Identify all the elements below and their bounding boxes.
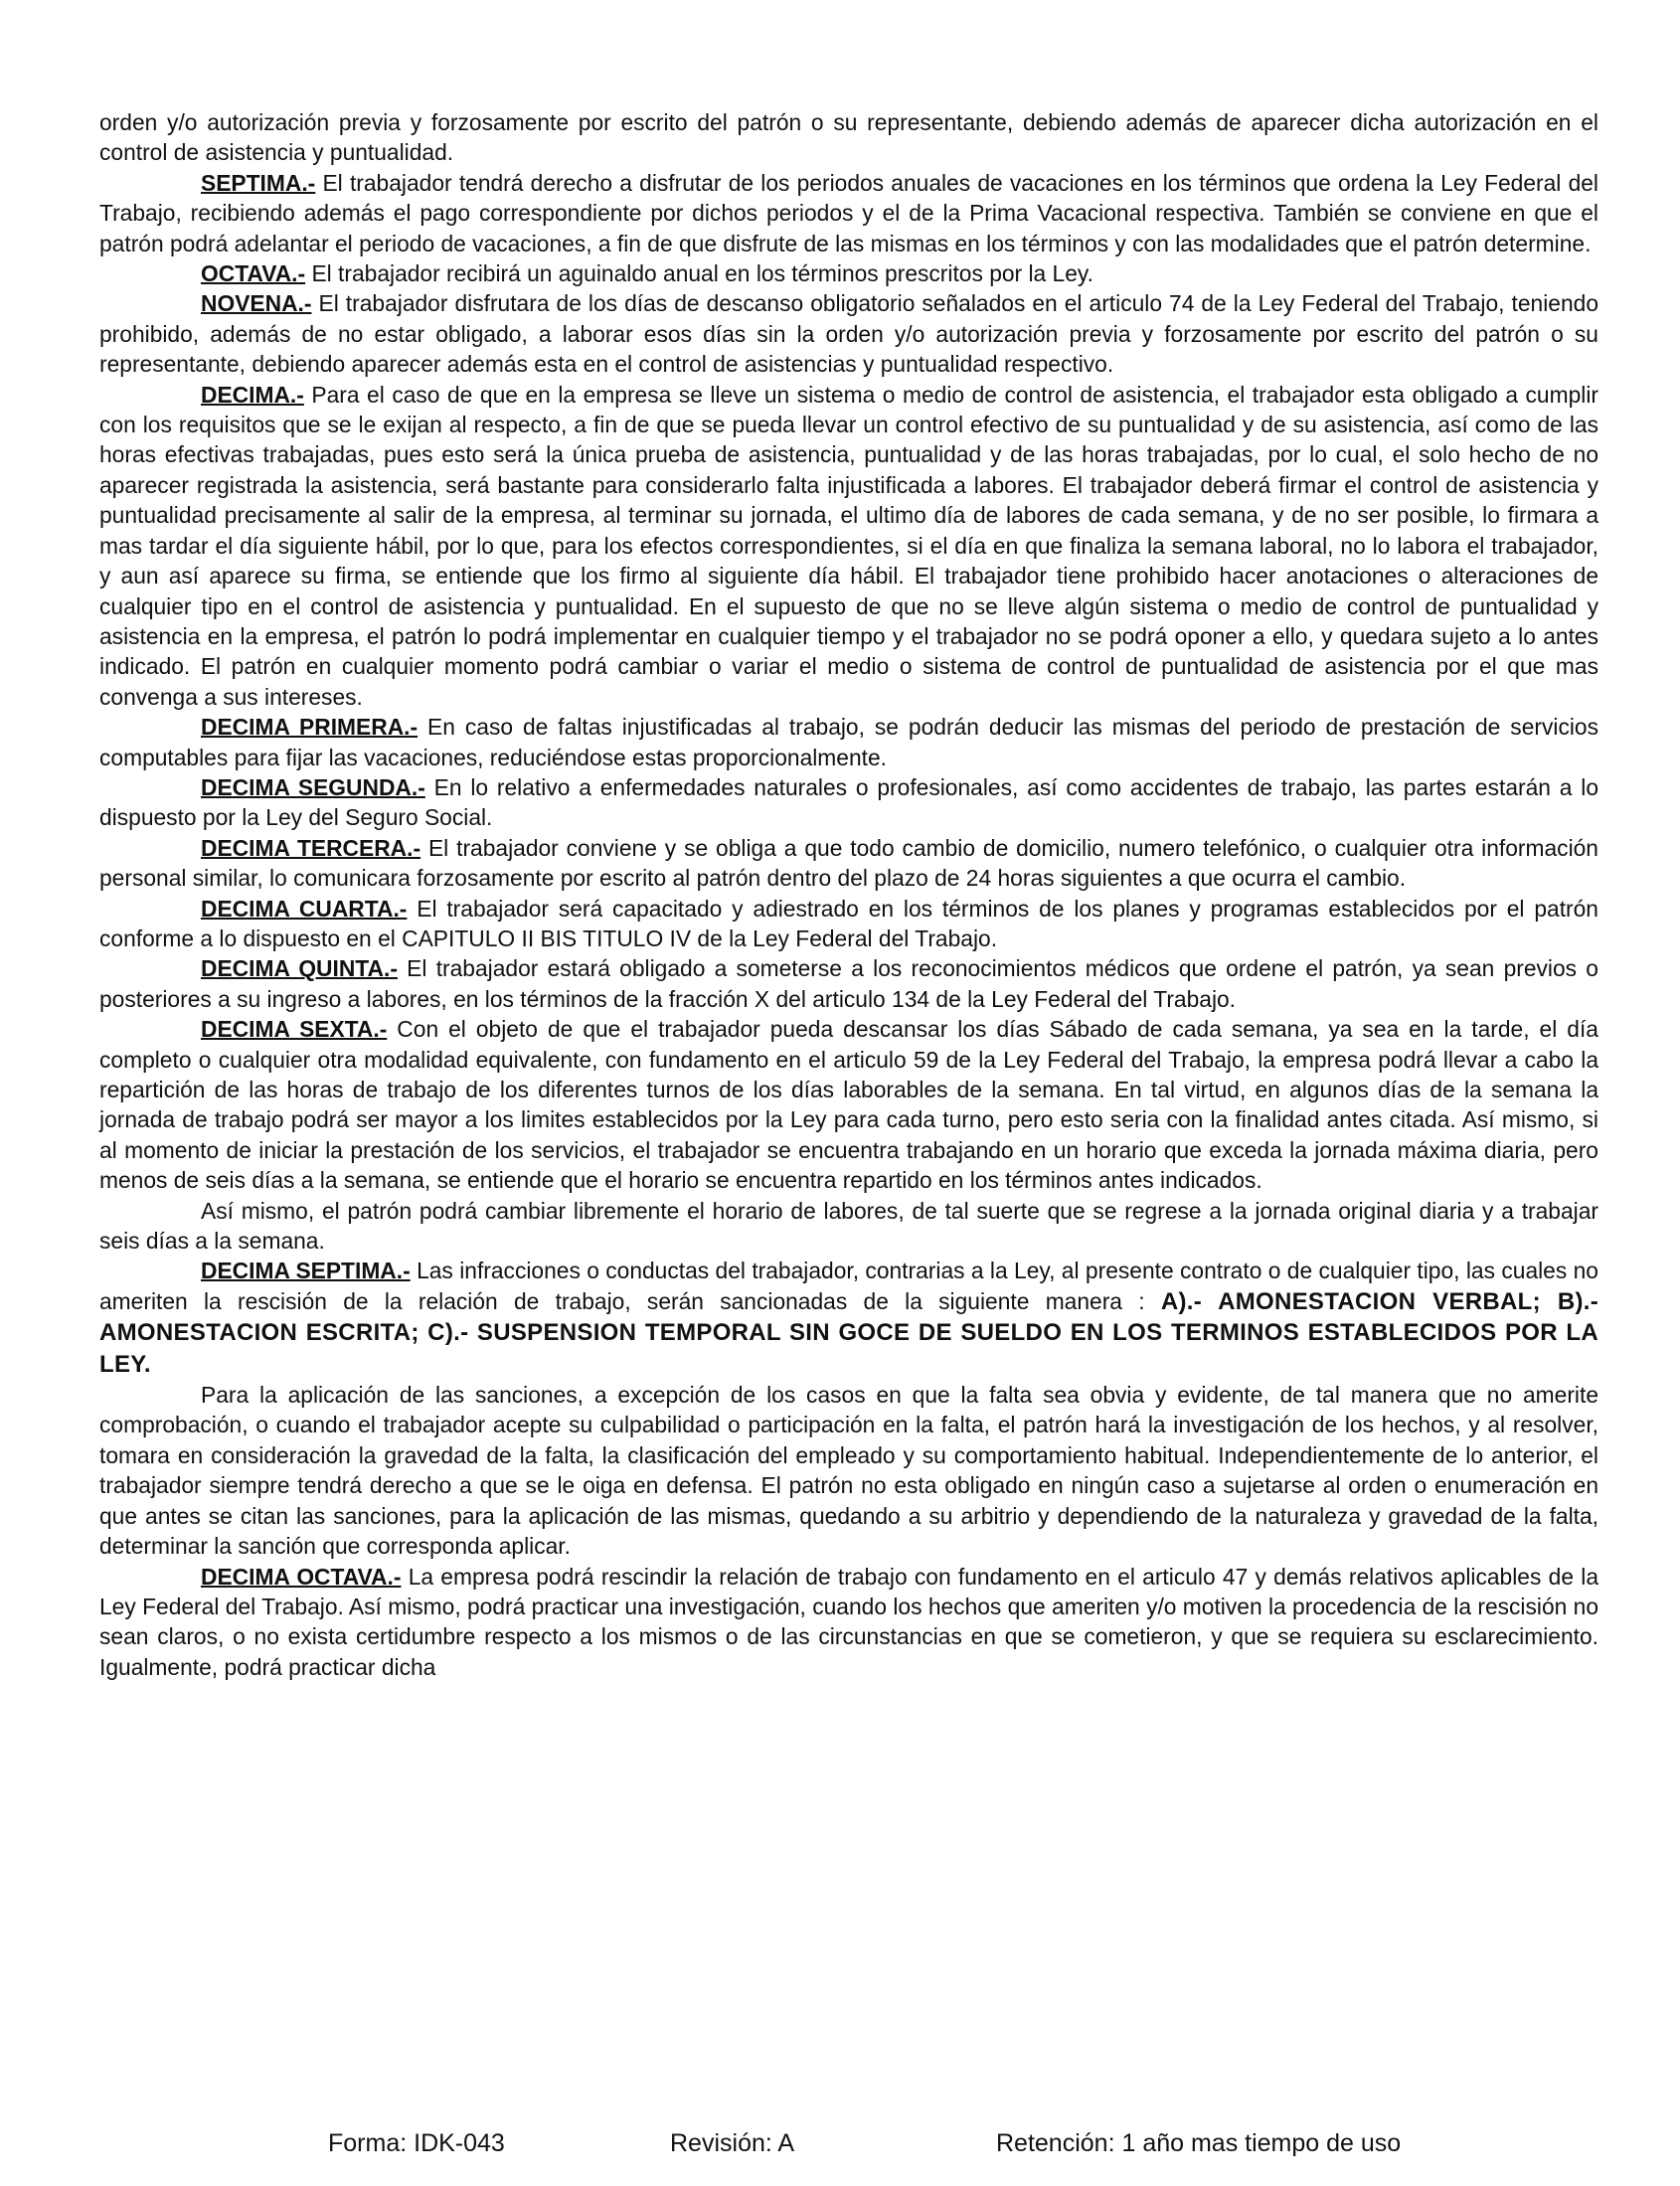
paragraph-asi-mismo [99,1196,1598,1257]
sanctions-list: A).- AMONESTACION VERBAL; B).- AMONESTACION ESCRITA; C).- SUSPENSION TEMPORAL SIN GOCE DE SUELDO EN LOS TERMINOS ESTABLECIDOS POR LA LEY. [99,1287,1598,1378]
clause-heading: DECIMA CUARTA.- [201,895,408,922]
document-body [99,107,1598,1682]
clause-text: La empresa podrá rescindir la relación de trabajo con fundamento en el articulo 47 y demás relativos aplicables de la Ley Federal del Trabajo. Así mismo, podrá practicar una investigación, cuando los hechos que ameriten y/o motiven la procedencia de la rescisión no sean claros, o no exista certidumbre respecto a los mismos o de las circunstancias en que se cometieron, y que se requiera su esclarecimiento. Igualmente, podrá practicar dicha [99,1563,1598,1680]
page-footer [0,2129,1680,2165]
clause-text: El trabajador recibirá un aguinaldo anual en los términos prescritos por la Ley. [305,260,1093,287]
clause-heading: NOVENA.- [201,290,312,317]
clause-heading: OCTAVA.- [201,260,306,287]
clause-text: Para el caso de que en la empresa se lleve un sistema o medio de control de asistencia, el trabajador esta obligado a cumplir con los requisitos que se le exijan al respecto, a fin de que se pueda llevar un control efectivo de su puntualidad y de su asistencia, así como de las horas efectivas trabajadas, pues esto será la única prueba de asistencia, puntualidad y de las horas trabajadas, por lo cual, el solo hecho de no aparecer registrada la asistencia, será bastante para considerarlo falta injustificada a labores. El trabajador deberá firmar el control de asistencia y puntualidad precisamente al salir de la empresa, al terminar su jornada, el ultimo día de labores de cada semana, y de no ser posible, lo firmara a mas tardar el día siguiente hábil, por lo que, para los efectos correspondientes, si el día en que finaliza la semana laboral, no lo labora el trabajador, y aun así aparece su firma, se entiende que los firmo al siguiente día hábil. El trabajador tiene prohibido hacer anotaciones o alteraciones de cualquier tipo en el control de asistencia y puntualidad. En el supuesto de que no se lleve algún sistema o medio de control de puntualidad y asistencia en la empresa, el patrón lo podrá implementar en cualquier tiempo y el trabajador no se podrá oponer a ello, y quedara sujeto a lo antes indicado. El patrón en cualquier momento podrá cambiar o variar el medio o sistema de control de puntualidad de asistencia por el que mas convenga a sus intereses. [99,381,1598,710]
clause-text: El trabajador será capacitado y adiestrado en los términos de los planes y programas establecidos por el patrón conforme a lo dispuesto en el CAPITULO II BIS TITULO IV de la Ley Federal del Trabajo. [99,895,1598,951]
clause-novena [99,288,1598,379]
clause-heading: DECIMA QUINTA.- [201,955,398,982]
clause-text: En lo relativo a enfermedades naturales o profesionales, así como accidentes de trabajo, las partes estarán a lo dispuesto por la Ley del Seguro Social. [99,773,1599,831]
clause-decima-primera [99,712,1598,772]
clause-text: En caso de faltas injustificadas al trabajo, se podrán deducir las mismas del periodo de prestación de servicios computables para fijar las vacaciones, reduciéndose estas proporcionalmente. [99,714,1598,770]
paragraph-text: Para la aplicación de las sanciones, a excepción de los casos en que la falta sea obvia y evidente, de tal manera que no amerite comprobación, o cuando el trabajador acepte su culpabilidad o participación en la falta, el patrón hará la investigación de los hechos, y al resolver, tomara en consideración la gravedad de la falta, la clasificación del empleado y su comportamiento habitual. Independientemente de lo anterior, el trabajador siempre tendrá derecho a que se le oiga en defensa. El patrón no esta obligado en ningún caso a sujetarse al orden o enumeración en que antes se citan las sanciones, para la aplicación de las mismas, quedando a su arbitrio y dependiendo de la naturaleza y gravedad de la falta, determinar la sanción que corresponda aplicar. [99,1382,1598,1560]
clause-heading: DECIMA SEXTA.- [201,1016,388,1043]
clause-decima [99,380,1598,712]
clause-decima-tercera [99,833,1598,894]
paragraph-text: Así mismo, el patrón podrá cambiar libremente el horario de labores, de tal suerte que se regrese a la jornada original diaria y a trabajar seis días a la semana. [99,1197,1598,1255]
clause-decima-quinta [99,953,1598,1014]
clause-text: Con el objeto de que el trabajador pueda descansar los días Sábado de cada semana, ya sea en la tarde, el día completo o cualquier otra modalidad equivalente, con fundamento en el articulo 59 de la Ley Federal del Trabajo, la empresa podrá llevar a cabo la repartición de las horas de trabajo de los diferentes turnos de los días laborables de la semana. En tal virtud, en algunos días de la semana la jornada de trabajo podrá ser mayor a los limites establecidos por la Ley para cada turno, pero esto seria con la finalidad antes citada. Así mismo, si al momento de iniciar la prestación de los servicios, el trabajador se encuentra trabajando en un horario que exceda la jornada máxima diaria, pero menos de seis días a la semana, se entiende que el horario se encuentra repartido en los términos antes indicados. [99,1016,1598,1194]
clause-decima-octava [99,1562,1598,1683]
clause-heading: SEPTIMA.- [201,169,316,196]
clause-heading: DECIMA SEPTIMA.- [201,1258,411,1284]
clause-decima-segunda [99,772,1598,833]
paragraph-continuation [99,107,1598,168]
clause-heading: DECIMA OCTAVA.- [201,1563,402,1590]
clause-text: El trabajador disfrutara de los días de descanso obligatorio señalados en el articulo 74 de la Ley Federal del Trabajo, teniendo prohibido, además de no estar obligado, a laborar esos días sin la orden y/o autorización previa y forzosamente por escrito del patrón o su representante, debiendo aparecer además esta en el control de asistencias y puntualidad respectivo. [99,290,1598,378]
clause-heading: DECIMA TERCERA.- [201,834,421,861]
footer-revision: Revisión: A [670,2129,795,2157]
clause-heading: DECIMA.- [201,381,304,408]
clause-text: El trabajador estará obligado a someterse a los reconocimientos médicos que ordene el patrón, ya sean previos o posteriores a su ingreso a labores, en los términos de la fracción X del articulo 134 de la Ley Federal del Trabajo. [99,955,1598,1012]
clause-decima-septima [99,1256,1598,1380]
clause-heading: DECIMA PRIMERA.- [201,714,419,741]
paragraph-sanciones [99,1380,1598,1561]
footer-form-code: Forma: IDK-043 [328,2129,505,2157]
clause-text: Las infracciones o conductas del trabajador, contrarias a la Ley, al presente contrato o de cualquier tipo, las cuales no ameriten la rescisión de la relación de trabajo, serán sancionadas de la siguiente manera : [99,1258,1598,1314]
clause-octava [99,258,1598,288]
clause-septima [99,168,1598,258]
paragraph-text: orden y/o autorización previa y forzosamente por escrito del patrón o su representante, debiendo además de aparecer dicha autorización en el control de asistencia y puntualidad. [99,109,1598,166]
clause-text: El trabajador tendrá derecho a disfrutar de los periodos anuales de vacaciones en los términos que ordena la Ley Federal del Trabajo, recibiendo además el pago correspondiente por dichos periodos y el de la Prima Vacacional respectiva. También se conviene en que el patrón podrá adelantar el periodo de vacaciones, a fin de que disfrute de las mismas en los términos y con las modalidades que el patrón determine. [99,169,1598,256]
clause-text: El trabajador conviene y se obliga a que todo cambio de domicilio, numero telefónico, o cualquier otra información personal similar, lo comunicara forzosamente por escrito al patrón dentro del plazo de 24 horas siguientes a que ocurra el cambio. [99,834,1598,892]
clause-decima-sexta [99,1014,1598,1195]
footer-retention: Retención: 1 año mas tiempo de uso [996,2129,1402,2157]
clause-decima-cuarta [99,894,1598,954]
clause-heading: DECIMA SEGUNDA.- [201,773,425,800]
